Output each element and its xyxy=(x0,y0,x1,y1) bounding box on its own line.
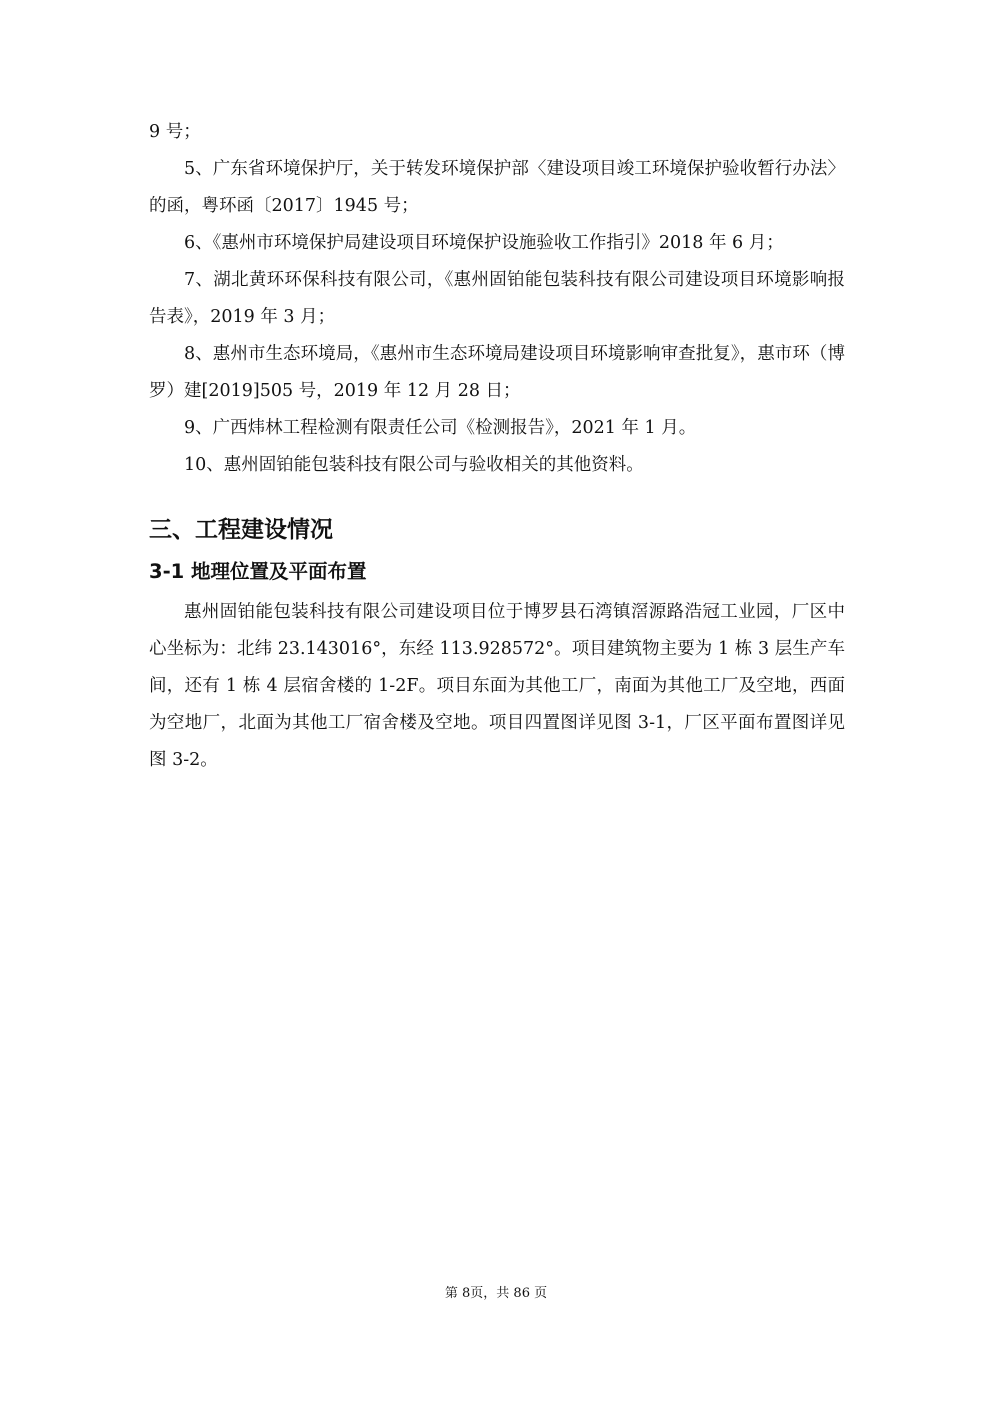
reference-item-10: 10、惠州固铂能包装科技有限公司与验收相关的其他资料。 xyxy=(184,455,644,475)
reference-list xyxy=(149,151,845,484)
page-number-footer: 第 8页，共 86 页 xyxy=(444,1286,548,1301)
subsection-heading: 3-1 地理位置及平面布置 xyxy=(149,560,367,583)
location-paragraph: 惠州固铂能包装科技有限公司建设项目位于博罗县石湾镇滘源路浩冠工业园，厂区中心坐标为：北纬 23.143016°，东经 113.928572°。项目建筑物主要为 1 栋 3 层生产车间，还有 1 栋 4 层宿舍楼的 1-2F。项目东面为其他工厂，南面为其他工厂及空地，西面为空地厂，北面为其他工厂宿舍楼及空地。项目四置图详见图 3-1，厂区平面布置图详见图 3-2。 xyxy=(149,602,845,770)
reference-item-5: 5、广东省环境保护厅，关于转发环境保护部〈建设项目竣工环境保护验收暂行办法〉的函，粤环函〔2017〕1945 号； xyxy=(149,159,845,216)
page-content xyxy=(149,114,845,779)
reference-item-8: 8、惠州市生态环境局，《惠州市生态环境局建设项目环境影响审查批复》，惠市环（博罗）建[2019]505 号，2019 年 12 月 28 日； xyxy=(149,344,845,401)
section-heading: 三、工程建设情况 xyxy=(149,517,333,543)
reference-item-7: 7、湖北黄环环保科技有限公司，《惠州固铂能包装科技有限公司建设项目环境影响报告表》，2019 年 3 月； xyxy=(149,270,845,327)
reference-continuation: 9 号； xyxy=(149,122,201,142)
reference-item-9: 9、广西炜林工程检测有限责任公司《检测报告》，2021 年 1 月。 xyxy=(184,418,697,438)
reference-item-6: 6、《惠州市环境保护局建设项目环境保护设施验收工作指引》2018 年 6 月； xyxy=(184,233,784,253)
